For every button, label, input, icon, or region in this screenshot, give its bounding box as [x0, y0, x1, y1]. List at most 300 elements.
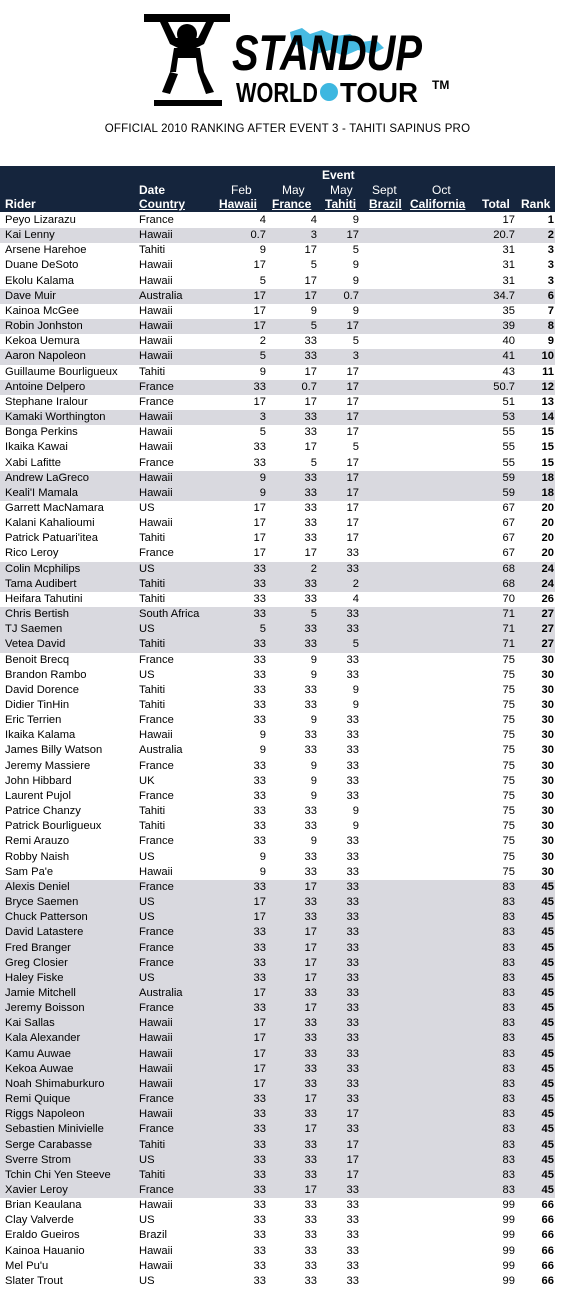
score-tahiti: 17 — [346, 471, 359, 484]
score-hawaii: 33 — [253, 699, 266, 711]
score-hawaii: 33 — [253, 956, 266, 969]
rider-country: Hawaii — [139, 1108, 173, 1121]
table-row — [0, 1274, 555, 1289]
score-hawaii: 33 — [253, 638, 266, 651]
score-total: 31 — [502, 244, 515, 257]
score-tahiti: 33 — [346, 759, 359, 772]
table-row — [0, 1062, 555, 1077]
score-hawaii: 33 — [253, 1123, 266, 1136]
score-france: 33 — [304, 911, 317, 924]
score-tahiti: 4 — [352, 592, 359, 605]
rider-rank: 30 — [541, 789, 554, 802]
score-france: 33 — [304, 805, 317, 818]
month-feb: Feb — [231, 183, 252, 197]
score-hawaii: 9 — [259, 486, 266, 499]
score-hawaii: 5 — [259, 350, 266, 363]
score-total: 17 — [502, 214, 515, 226]
score-total: 75 — [502, 744, 515, 757]
score-france: 33 — [304, 896, 317, 909]
rider-country: France — [139, 714, 174, 727]
table-row — [0, 1244, 555, 1259]
score-total: 83 — [502, 1138, 515, 1151]
rider-country: US — [139, 501, 155, 514]
score-france: 33 — [304, 820, 317, 833]
score-hawaii: 17 — [253, 1032, 266, 1045]
rider-country: Australia — [139, 289, 183, 302]
rider-country: France — [139, 395, 174, 408]
rider-rank: 45 — [541, 1093, 554, 1106]
score-france: 33 — [304, 411, 317, 424]
score-france: 33 — [304, 1017, 317, 1030]
score-tahiti: 5 — [352, 335, 359, 348]
score-total: 75 — [502, 759, 515, 772]
table-row — [0, 289, 555, 304]
rider-rank: 45 — [541, 1168, 554, 1181]
rider-name: Kai Lenny — [5, 229, 55, 242]
score-tahiti: 33 — [346, 1093, 359, 1106]
table-row — [0, 1077, 555, 1092]
rider-rank: 30 — [541, 820, 554, 833]
rider-rank: 26 — [541, 592, 554, 605]
score-hawaii: 17 — [253, 1017, 266, 1030]
rider-name: Brandon Rambo — [5, 668, 87, 681]
rider-name: Keali'I Mamala — [5, 486, 79, 499]
rider-name: Ekolu Kalama — [5, 274, 75, 287]
table-row — [0, 213, 555, 228]
score-france: 17 — [304, 941, 317, 954]
table-row — [0, 304, 555, 319]
table-row — [0, 228, 555, 243]
score-tahiti: 33 — [346, 1229, 359, 1242]
rider-country: Tahiti — [139, 577, 166, 590]
score-total: 83 — [502, 1168, 515, 1181]
table-row — [0, 728, 555, 743]
score-hawaii: 17 — [253, 532, 266, 545]
score-total: 71 — [502, 608, 515, 621]
rider-country: US — [139, 623, 155, 636]
rider-country: Tahiti — [139, 532, 166, 545]
rider-name: Remi Quique — [5, 1093, 71, 1106]
score-france: 33 — [304, 426, 317, 439]
score-total: 50.7 — [493, 380, 515, 393]
score-total: 51 — [502, 395, 515, 408]
rider-name: David Dorence — [5, 683, 79, 696]
rider-name: Kekoa Auwae — [5, 1062, 74, 1075]
score-france: 17 — [304, 1093, 317, 1106]
rider-rank: 30 — [541, 850, 554, 863]
score-france: 33 — [304, 501, 317, 514]
score-total: 59 — [502, 471, 515, 484]
rider-country: US — [139, 911, 155, 924]
score-france: 3 — [310, 229, 317, 242]
rider-rank: 30 — [541, 835, 554, 848]
table-row — [0, 577, 555, 592]
score-tahiti: 33 — [346, 668, 359, 681]
rider-country: Hawaii — [139, 229, 173, 242]
score-hawaii: 33 — [253, 789, 266, 802]
score-france: 33 — [304, 638, 317, 651]
table-row — [0, 850, 555, 865]
score-tahiti: 33 — [346, 911, 359, 924]
score-hawaii: 17 — [253, 289, 266, 302]
score-france: 17 — [304, 1123, 317, 1136]
score-tahiti: 9 — [352, 304, 359, 317]
score-tahiti: 33 — [346, 850, 359, 863]
rider-rank: 45 — [541, 1047, 554, 1060]
score-hawaii: 33 — [253, 1168, 266, 1181]
rider-rank: 66 — [541, 1274, 554, 1287]
rider-name: Kainoa Hauanio — [5, 1244, 85, 1257]
score-france: 33 — [304, 1077, 317, 1090]
score-hawaii: 33 — [253, 608, 266, 621]
rider-country: France — [139, 941, 174, 954]
score-france: 17 — [304, 441, 317, 454]
score-total: 83 — [502, 1032, 515, 1045]
score-france: 17 — [304, 547, 317, 560]
brand-line-3: TOUR — [340, 77, 418, 108]
table-row — [0, 562, 555, 577]
rider-rank: 45 — [541, 941, 554, 954]
table-row — [0, 592, 555, 607]
score-tahiti: 33 — [346, 926, 359, 939]
rider-name: Jeremy Boisson — [5, 1002, 85, 1015]
score-tahiti: 5 — [352, 441, 359, 454]
score-hawaii: 9 — [259, 865, 266, 878]
score-hawaii: 17 — [253, 259, 266, 272]
rider-country: Hawaii — [139, 1259, 173, 1272]
rider-country: Tahiti — [139, 820, 166, 833]
table-row — [0, 1228, 555, 1243]
score-total: 99 — [502, 1214, 515, 1227]
score-france: 9 — [310, 304, 317, 317]
rider-name: Laurent Pujol — [5, 789, 71, 802]
rider-country: Hawaii — [139, 1047, 173, 1060]
table-row — [0, 243, 555, 258]
score-total: 99 — [502, 1259, 515, 1272]
score-france: 33 — [304, 850, 317, 863]
score-tahiti: 17 — [346, 517, 359, 530]
score-hawaii: 17 — [253, 1077, 266, 1090]
score-total: 75 — [502, 835, 515, 848]
score-tahiti: 33 — [346, 1077, 359, 1090]
table-row — [0, 1107, 555, 1122]
rider-country: US — [139, 562, 155, 575]
score-total: 20.7 — [493, 229, 515, 242]
rider-rank: 30 — [541, 668, 554, 681]
score-hawaii: 33 — [253, 441, 266, 454]
rider-rank: 45 — [541, 986, 554, 999]
rider-rank: 24 — [541, 562, 554, 575]
rider-rank: 18 — [541, 486, 554, 499]
table-row — [0, 274, 555, 289]
rider-name: Robby Naish — [5, 850, 70, 863]
brand-line-1: STANDUP — [232, 25, 423, 81]
score-france: 9 — [310, 774, 317, 787]
rider-rank: 45 — [541, 1153, 554, 1166]
rider-country: Hawaii — [139, 411, 173, 424]
rider-country: France — [139, 214, 174, 226]
rider-country: France — [139, 759, 174, 772]
score-total: 83 — [502, 896, 515, 909]
score-tahiti: 33 — [346, 1214, 359, 1227]
rider-rank: 8 — [547, 320, 554, 333]
score-tahiti: 33 — [346, 1199, 359, 1212]
rider-rank: 7 — [547, 304, 554, 317]
table-row — [0, 622, 555, 637]
score-total: 67 — [502, 547, 515, 560]
score-france: 33 — [304, 683, 317, 696]
score-total: 83 — [502, 1002, 515, 1015]
rider-country: Hawaii — [139, 517, 173, 530]
score-hawaii: 17 — [253, 320, 266, 333]
score-france: 9 — [310, 653, 317, 666]
score-hawaii: 33 — [253, 1093, 266, 1106]
rider-country: France — [139, 926, 174, 939]
score-total: 75 — [502, 789, 515, 802]
rider-name: Kala Alexander — [5, 1032, 81, 1045]
score-tahiti: 33 — [346, 971, 359, 984]
score-tahiti: 17 — [346, 1168, 359, 1181]
rider-country: Australia — [139, 986, 183, 999]
rider-name: Kamaki Worthington — [5, 411, 106, 424]
rider-country: Tahiti — [139, 1138, 166, 1151]
rider-rank: 45 — [541, 1017, 554, 1030]
table-row — [0, 683, 555, 698]
trademark-mark: TM — [432, 78, 450, 92]
date-label: Date — [139, 183, 166, 197]
score-france: 33 — [304, 623, 317, 636]
rider-rank: 27 — [541, 623, 554, 636]
rider-country: Hawaii — [139, 350, 173, 363]
score-tahiti: 33 — [346, 789, 359, 802]
score-hawaii: 17 — [253, 1047, 266, 1060]
rider-country: Hawaii — [139, 865, 173, 878]
rider-name: Kamu Auwae — [5, 1047, 71, 1060]
score-hawaii: 17 — [253, 896, 266, 909]
score-total: 83 — [502, 926, 515, 939]
rider-rank: 27 — [541, 638, 554, 651]
score-hawaii: 33 — [253, 820, 266, 833]
rider-rank: 9 — [547, 335, 554, 348]
rider-country: Hawaii — [139, 1077, 173, 1090]
score-hawaii: 9 — [259, 365, 266, 378]
table-row — [0, 956, 555, 971]
col-header-brazil: Brazil — [369, 197, 402, 211]
rider-country: France — [139, 1002, 174, 1015]
rider-name: Xavier Leroy — [5, 1184, 68, 1196]
rider-country: Hawaii — [139, 259, 173, 272]
rider-name: Sam Pa'e — [5, 865, 54, 878]
score-hawaii: 33 — [253, 805, 266, 818]
score-total: 75 — [502, 699, 515, 711]
rider-name: Jamie Mitchell — [5, 986, 76, 999]
col-header-tahiti: Tahiti — [325, 197, 357, 211]
rider-country: France — [139, 653, 174, 666]
rider-country: Hawaii — [139, 335, 173, 348]
page-subtitle: OFFICIAL 2010 RANKING AFTER EVENT 3 - TAHITI SAPINUS PRO — [104, 123, 471, 135]
rider-country: France — [139, 789, 174, 802]
score-total: 40 — [502, 335, 515, 348]
score-tahiti: 33 — [346, 608, 359, 621]
score-france: 9 — [310, 714, 317, 727]
rider-name: Eraldo Gueiros — [5, 1229, 80, 1242]
score-total: 83 — [502, 1017, 515, 1030]
score-tahiti: 33 — [346, 835, 359, 848]
score-hawaii: 17 — [253, 517, 266, 530]
rider-rank: 30 — [541, 759, 554, 772]
rider-name: Duane DeSoto — [5, 259, 79, 272]
score-tahiti: 9 — [352, 820, 359, 833]
rider-name: Arsene Harehoe — [5, 244, 87, 257]
rider-name: Kainoa McGee — [5, 304, 80, 317]
rider-country: France — [139, 1184, 174, 1196]
rider-rank: 66 — [541, 1214, 554, 1227]
table-row — [0, 637, 555, 652]
rider-rank: 45 — [541, 896, 554, 909]
rider-name: Chris Bertish — [5, 608, 70, 621]
score-hawaii: 33 — [253, 577, 266, 590]
rider-name: Patrice Chanzy — [5, 805, 81, 818]
rider-country: Tahiti — [139, 365, 166, 378]
rider-name: Peyo Lizarazu — [5, 214, 76, 226]
rider-country: Tahiti — [139, 244, 166, 257]
score-tahiti: 5 — [352, 244, 359, 257]
score-hawaii: 9 — [259, 850, 266, 863]
score-france: 33 — [304, 471, 317, 484]
score-hawaii: 33 — [253, 971, 266, 984]
table-row — [0, 910, 555, 925]
score-hawaii: 3 — [259, 411, 266, 424]
ranking-table-body — [0, 213, 555, 1289]
score-total: 99 — [502, 1229, 515, 1242]
score-france: 9 — [310, 835, 317, 848]
rider-name: Serge Carabasse — [5, 1138, 93, 1151]
score-tahiti: 17 — [346, 1108, 359, 1121]
rider-rank: 24 — [541, 577, 554, 590]
table-row — [0, 1183, 555, 1198]
score-tahiti: 33 — [346, 623, 359, 636]
rider-name: Jeremy Massiere — [5, 759, 91, 772]
table-row — [0, 698, 555, 713]
score-tahiti: 3 — [352, 350, 359, 363]
score-france: 17 — [304, 880, 317, 893]
rider-name: Greg Closier — [5, 956, 68, 969]
score-hawaii: 33 — [253, 1153, 266, 1166]
rider-country: Hawaii — [139, 274, 173, 287]
table-row — [0, 1138, 555, 1153]
score-tahiti: 17 — [346, 456, 359, 469]
score-hawaii: 17 — [253, 911, 266, 924]
score-france: 33 — [304, 986, 317, 999]
score-france: 33 — [304, 1214, 317, 1227]
rider-country: Tahiti — [139, 592, 166, 605]
table-row — [0, 986, 555, 1001]
rider-rank: 45 — [541, 1108, 554, 1121]
rider-name: Noah Shimaburkuro — [5, 1077, 105, 1090]
table-row — [0, 713, 555, 728]
score-hawaii: 17 — [253, 395, 266, 408]
globe-icon — [320, 83, 338, 101]
score-total: 75 — [502, 820, 515, 833]
score-hawaii: 17 — [253, 304, 266, 317]
score-total: 83 — [502, 880, 515, 893]
rider-rank: 20 — [541, 517, 554, 530]
rider-name: Brian Keaulana — [5, 1199, 82, 1212]
rider-rank: 14 — [541, 411, 554, 424]
rider-country: US — [139, 668, 155, 681]
score-hawaii: 17 — [253, 986, 266, 999]
score-tahiti: 33 — [346, 729, 359, 742]
rider-name: Bryce Saemen — [5, 896, 79, 909]
rider-name: Haley Fiske — [5, 971, 64, 984]
score-total: 55 — [502, 456, 515, 469]
score-hawaii: 17 — [253, 501, 266, 514]
rider-name: Andrew LaGreco — [5, 471, 89, 484]
score-tahiti: 33 — [346, 1017, 359, 1030]
score-france: 33 — [304, 1153, 317, 1166]
score-france: 17 — [304, 1184, 317, 1196]
rider-rank: 45 — [541, 1062, 554, 1075]
table-row — [0, 546, 555, 561]
rider-country: France — [139, 380, 174, 393]
rider-name: Garrett MacNamara — [5, 501, 104, 514]
rider-name: Ikaika Kawai — [5, 441, 68, 454]
rider-rank: 45 — [541, 1123, 554, 1136]
score-france: 17 — [304, 365, 317, 378]
rider-rank: 18 — [541, 471, 554, 484]
score-france: 33 — [304, 1274, 317, 1287]
score-tahiti: 33 — [346, 562, 359, 575]
rider-country: France — [139, 1123, 174, 1136]
score-france: 5 — [310, 608, 317, 621]
rider-rank: 45 — [541, 956, 554, 969]
table-row — [0, 1092, 555, 1107]
score-total: 31 — [502, 259, 515, 272]
score-france: 17 — [304, 926, 317, 939]
col-header-total: Total — [482, 197, 510, 211]
rider-name: Robin Jonhston — [5, 320, 83, 333]
score-tahiti: 5 — [352, 638, 359, 651]
score-hawaii: 33 — [253, 1138, 266, 1151]
score-hawaii: 0.7 — [250, 229, 266, 242]
score-tahiti: 17 — [346, 426, 359, 439]
score-tahiti: 17 — [346, 320, 359, 333]
col-header-rank: Rank — [521, 197, 551, 211]
month-may-2: May — [330, 183, 353, 197]
score-hawaii: 5 — [259, 623, 266, 636]
score-tahiti: 33 — [346, 941, 359, 954]
score-total: 43 — [502, 365, 515, 378]
table-row — [0, 1153, 555, 1168]
score-tahiti: 9 — [352, 259, 359, 272]
score-hawaii: 4 — [259, 214, 266, 226]
score-france: 33 — [304, 335, 317, 348]
score-france: 33 — [304, 1168, 317, 1181]
score-tahiti: 17 — [346, 229, 359, 242]
paddler-figure-icon — [144, 14, 230, 106]
rider-rank: 20 — [541, 501, 554, 514]
score-france: 33 — [304, 1199, 317, 1212]
rider-name: Colin Mcphilips — [5, 562, 81, 575]
standup-world-tour-logo — [140, 10, 440, 110]
score-tahiti: 33 — [346, 865, 359, 878]
table-row — [0, 531, 555, 546]
table-header — [0, 166, 555, 212]
score-total: 67 — [502, 532, 515, 545]
score-tahiti: 17 — [346, 411, 359, 424]
score-hawaii: 9 — [259, 744, 266, 757]
rider-name: Sebastien Minivielle — [5, 1123, 104, 1136]
